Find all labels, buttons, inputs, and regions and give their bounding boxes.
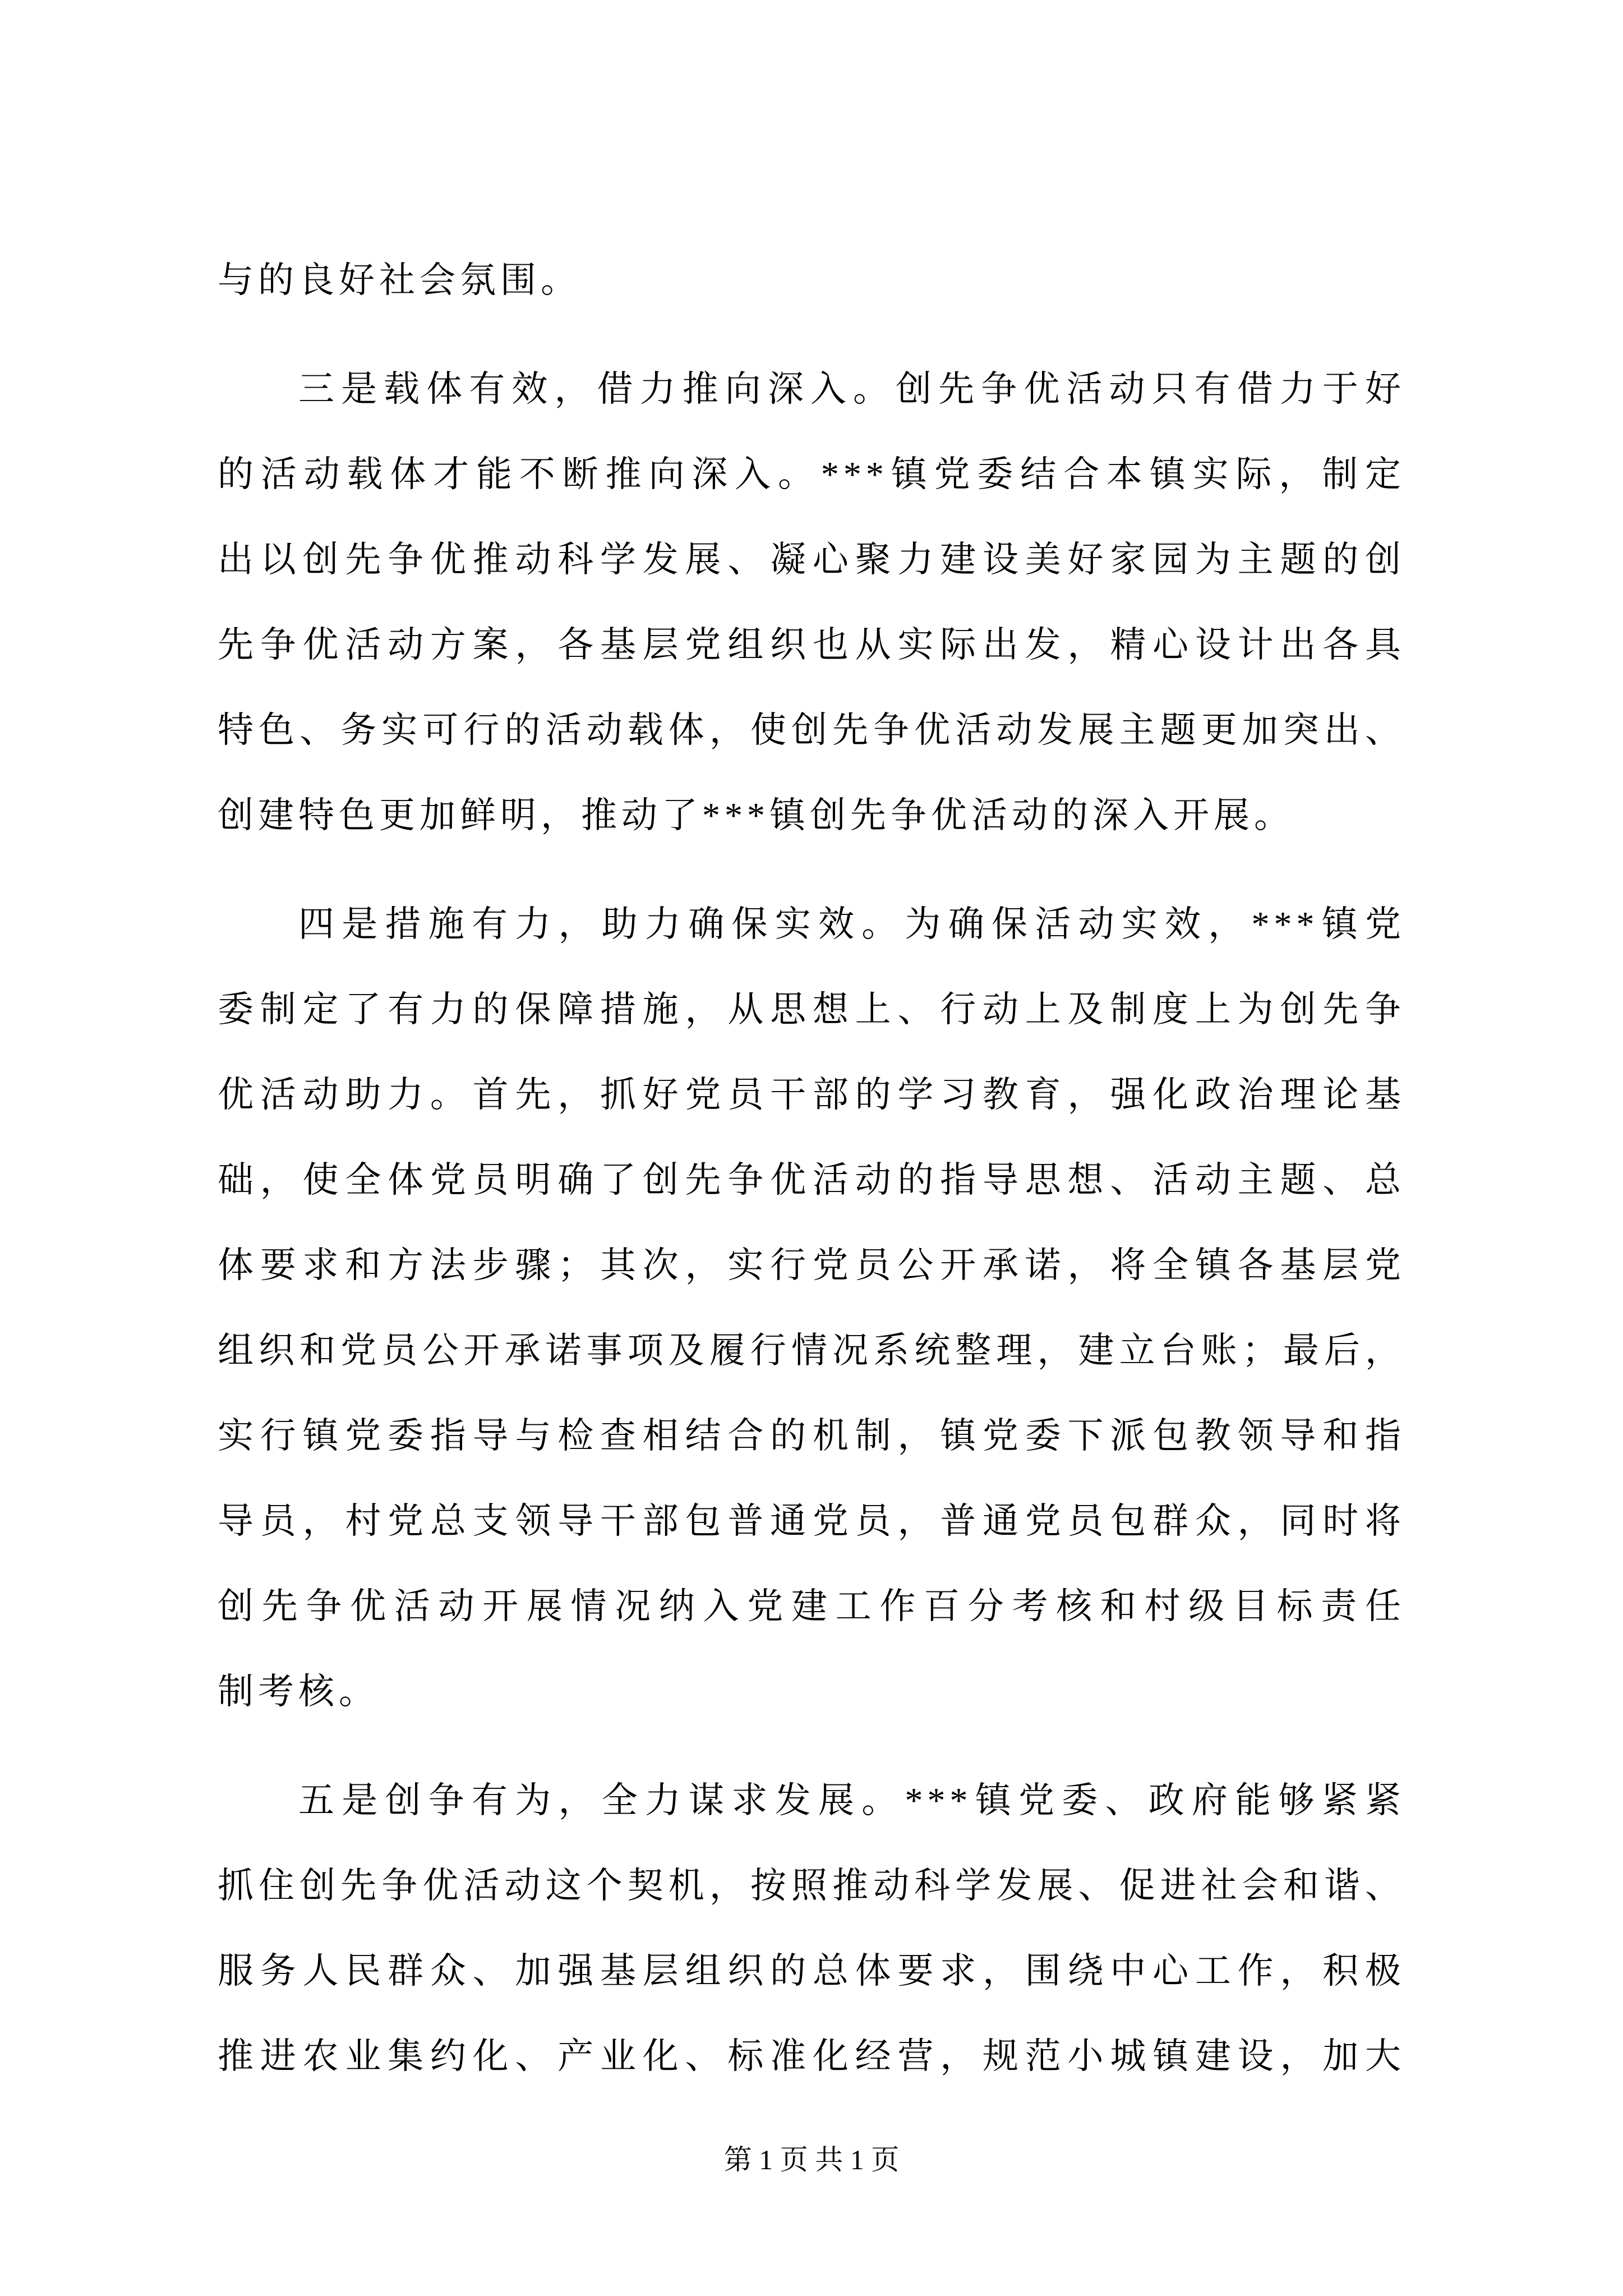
text-line: 制考核。	[218, 1672, 379, 1711]
paragraph-carrier	[218, 347, 1405, 858]
paragraph-measures	[218, 882, 1405, 1734]
text-line: 的活动载体才能不断推向深入。***镇党委结合本镇实际，制定	[218, 454, 1405, 494]
text-line: 优活动助力。首先，抓好党员干部的学习教育，强化政治理论基	[218, 1075, 1405, 1115]
text-line: 础，使全体党员明确了创先争优活动的指导思想、活动主题、总	[218, 1160, 1405, 1200]
text-line: 与的良好社会氛围。	[218, 260, 581, 300]
text-line: 创先争优活动开展情况纳入党建工作百分考核和村级目标责任	[218, 1586, 1405, 1626]
page-number-footer: 第 1 页 共 1 页	[723, 2144, 900, 2175]
text-line: 四是措施有力，助力确保实效。为确保活动实效，***镇党	[298, 904, 1405, 944]
text-line: 出以创先争优推动科学发展、凝心聚力建设美好家园为主题的创	[218, 540, 1405, 579]
text-line: 实行镇党委指导与检查相结合的机制，镇党委下派包教领导和指	[218, 1416, 1405, 1456]
text-line: 服务人民群众、加强基层组织的总体要求，围绕中心工作，积极	[218, 1951, 1405, 1991]
text-line: 三是载体有效，借力推向深入。创先争优活动只有借力于好	[298, 369, 1405, 409]
document-body	[218, 238, 1405, 2099]
text-line: 先争优活动方案，各基层党组织也从实际出发，精心设计出各具	[218, 625, 1405, 665]
paragraph-development	[218, 1758, 1405, 2099]
text-line: 创建特色更加鲜明，推动了***镇创先争优活动的深入开展。	[218, 795, 1294, 835]
text-line: 五是创争有为，全力谋求发展。***镇党委、政府能够紧紧	[298, 1780, 1405, 1820]
text-line: 特色、务实可行的活动载体，使创先争优活动发展主题更加突出、	[218, 710, 1405, 750]
text-line: 导员，村党总支领导干部包普通党员，普通党员包群众，同时将	[218, 1501, 1405, 1541]
text-line: 抓住创先争优活动这个契机，按照推动科学发展、促进社会和谐、	[218, 1866, 1405, 1906]
text-line: 委制定了有力的保障措施，从思想上、行动上及制度上为创先争	[218, 990, 1405, 1029]
text-line: 组织和党员公开承诺事项及履行情况系统整理，建立台账；最后，	[218, 1331, 1405, 1370]
text-line: 推进农业集约化、产业化、标准化经营，规范小城镇建设，加大	[218, 2036, 1405, 2076]
paragraph-continuation	[218, 238, 1405, 323]
text-line: 体要求和方法步骤；其次，实行党员公开承诺，将全镇各基层党	[218, 1245, 1405, 1285]
